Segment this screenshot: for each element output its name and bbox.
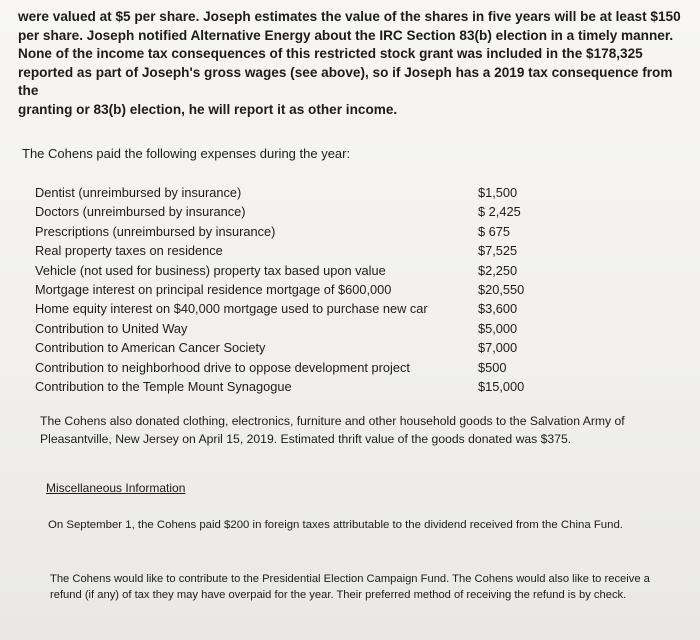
intro-line: reported as part of Joseph's gross wages (see above), so if Joseph has a 2019 tax consequence from the	[18, 64, 673, 98]
expense-amount: $15,000	[478, 378, 525, 394]
expense-amount: $7,000	[478, 340, 518, 356]
expense-amount: $ 675	[478, 223, 511, 239]
intro-line: None of the income tax consequences of this restricted stock grant was included in the $178,325	[18, 46, 643, 61]
intro-line: per share. Joseph notified Alternative Energy about the IRC Section 83(b) election in a timely manner.	[18, 27, 674, 43]
expense-description: Contribution to American Cancer Society	[35, 340, 266, 356]
expense-amount: $2,250	[478, 262, 518, 278]
expense-amount: $500	[478, 359, 507, 375]
expense-row	[35, 338, 545, 357]
intro-line: granting or 83(b) election, he will report it as other income.	[18, 101, 398, 117]
expense-row	[35, 377, 545, 396]
campaign-fund-paragraph: The Cohens would like to contribute to the Presidential Election Campaign Fund. The Cohens would also like to receive a refund (if any) of tax they may have overpaid for the year. Their preferred method of receiving the refund is by check.	[50, 573, 650, 601]
expense-list	[35, 183, 545, 396]
expense-row	[35, 319, 545, 338]
expense-description: Real property taxes on residence	[35, 243, 223, 259]
intro-line: were valued at $5 per share. Joseph estimates the value of the shares in five years will be at least $150	[18, 9, 681, 24]
household-goods-donation-paragraph: The Cohens also donated clothing, electronics, furniture and other household goods to the Salvation Army of Pleasantville, New Jersey on April 15, 2019. Estimated thrift value of the goods donated was $375.	[40, 414, 625, 446]
expense-amount: $5,000	[478, 320, 518, 336]
expense-amount: $ 2,425	[478, 204, 521, 220]
expense-row	[35, 299, 545, 318]
expense-row	[35, 183, 545, 202]
expense-amount: $3,600	[478, 301, 518, 317]
expense-row	[35, 202, 545, 221]
expense-row	[35, 241, 545, 260]
expense-description: Dentist (unreimbursed by insurance)	[35, 185, 242, 200]
intro-paragraph	[18, 8, 694, 119]
expense-description: Contribution to neighborhood drive to oppose development project	[35, 359, 410, 375]
expense-row	[35, 280, 545, 299]
expense-description: Contribution to United Way	[35, 320, 188, 336]
expense-amount: $20,550	[478, 281, 525, 297]
expense-row	[35, 261, 545, 280]
expense-amount: $1,500	[478, 185, 518, 200]
expense-description: Prescriptions (unreimbursed by insurance)	[35, 223, 276, 239]
expense-row	[35, 358, 545, 377]
expense-description: Home equity interest on $40,000 mortgage used to purchase new car	[35, 301, 428, 317]
foreign-taxes-paragraph: On September 1, the Cohens paid $200 in foreign taxes attributable to the dividend received from the China Fund.	[48, 519, 623, 531]
expenses-heading: The Cohens paid the following expenses during the year:	[22, 146, 351, 161]
expense-row	[35, 222, 545, 241]
expense-description: Mortgage interest on principal residence mortgage of $600,000	[35, 281, 392, 297]
expense-description: Doctors (unreimbursed by insurance)	[35, 204, 246, 220]
miscellaneous-heading: Miscellaneous Information	[46, 481, 186, 495]
expense-description: Vehicle (not used for business) property tax based upon value	[35, 262, 386, 278]
expense-description: Contribution to the Temple Mount Synagogue	[35, 378, 292, 394]
expense-amount: $7,525	[478, 243, 518, 259]
